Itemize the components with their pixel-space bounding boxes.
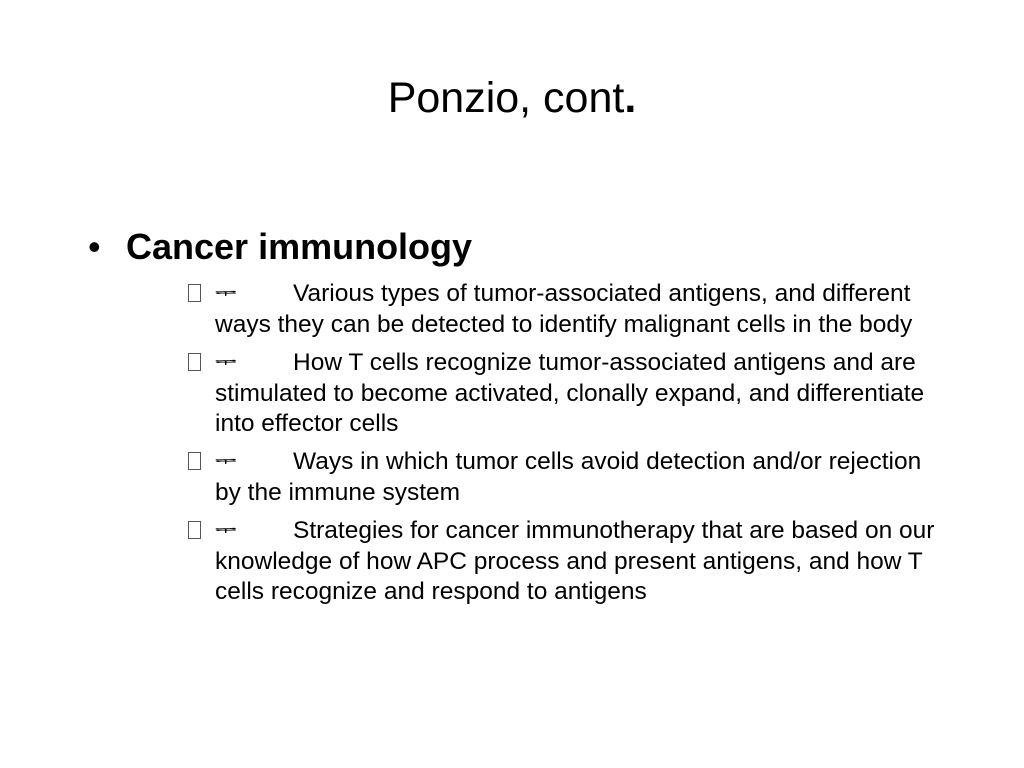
subitem-text: Ways in which tumor cells avoid detection and/or rejection by the immune system bbox=[215, 448, 922, 506]
list-item bbox=[188, 516, 948, 607]
subitem-marker: ᆍ bbox=[215, 450, 237, 475]
missing-glyph-icon bbox=[188, 353, 201, 371]
subitem-marker: ᆍ bbox=[215, 519, 237, 544]
subitem-marker: ᆍ bbox=[215, 282, 237, 307]
subitem-text: Various types of tumor-associated antigens, and different ways they can be detected to identify malignant cells in the body bbox=[215, 280, 913, 338]
subitem-marker: ᆍ bbox=[215, 351, 237, 376]
missing-glyph-icon bbox=[188, 452, 201, 470]
subitem-list bbox=[188, 279, 948, 615]
subitem-text: Strategies for cancer immunotherapy that are based on our knowledge of how APC process and present antigens, and how T cells recognize and respond to antigens bbox=[215, 517, 935, 605]
slide-title-text: Ponzio, cont bbox=[387, 74, 625, 122]
slide-title bbox=[0, 72, 1024, 124]
main-bullet bbox=[88, 224, 472, 270]
subitem-text: How T cells recognize tumor-associated antigens and are stimulated to become activated, clonally expand, and differentiate into effector cells bbox=[215, 349, 925, 437]
bullet-marker: • bbox=[88, 226, 101, 267]
slide-title-period: . bbox=[624, 74, 637, 122]
main-bullet-text: Cancer immunology bbox=[126, 226, 473, 267]
list-item bbox=[188, 348, 948, 439]
missing-glyph-icon bbox=[188, 284, 201, 302]
list-item bbox=[188, 447, 948, 508]
list-item bbox=[188, 279, 948, 340]
missing-glyph-icon bbox=[188, 521, 201, 539]
